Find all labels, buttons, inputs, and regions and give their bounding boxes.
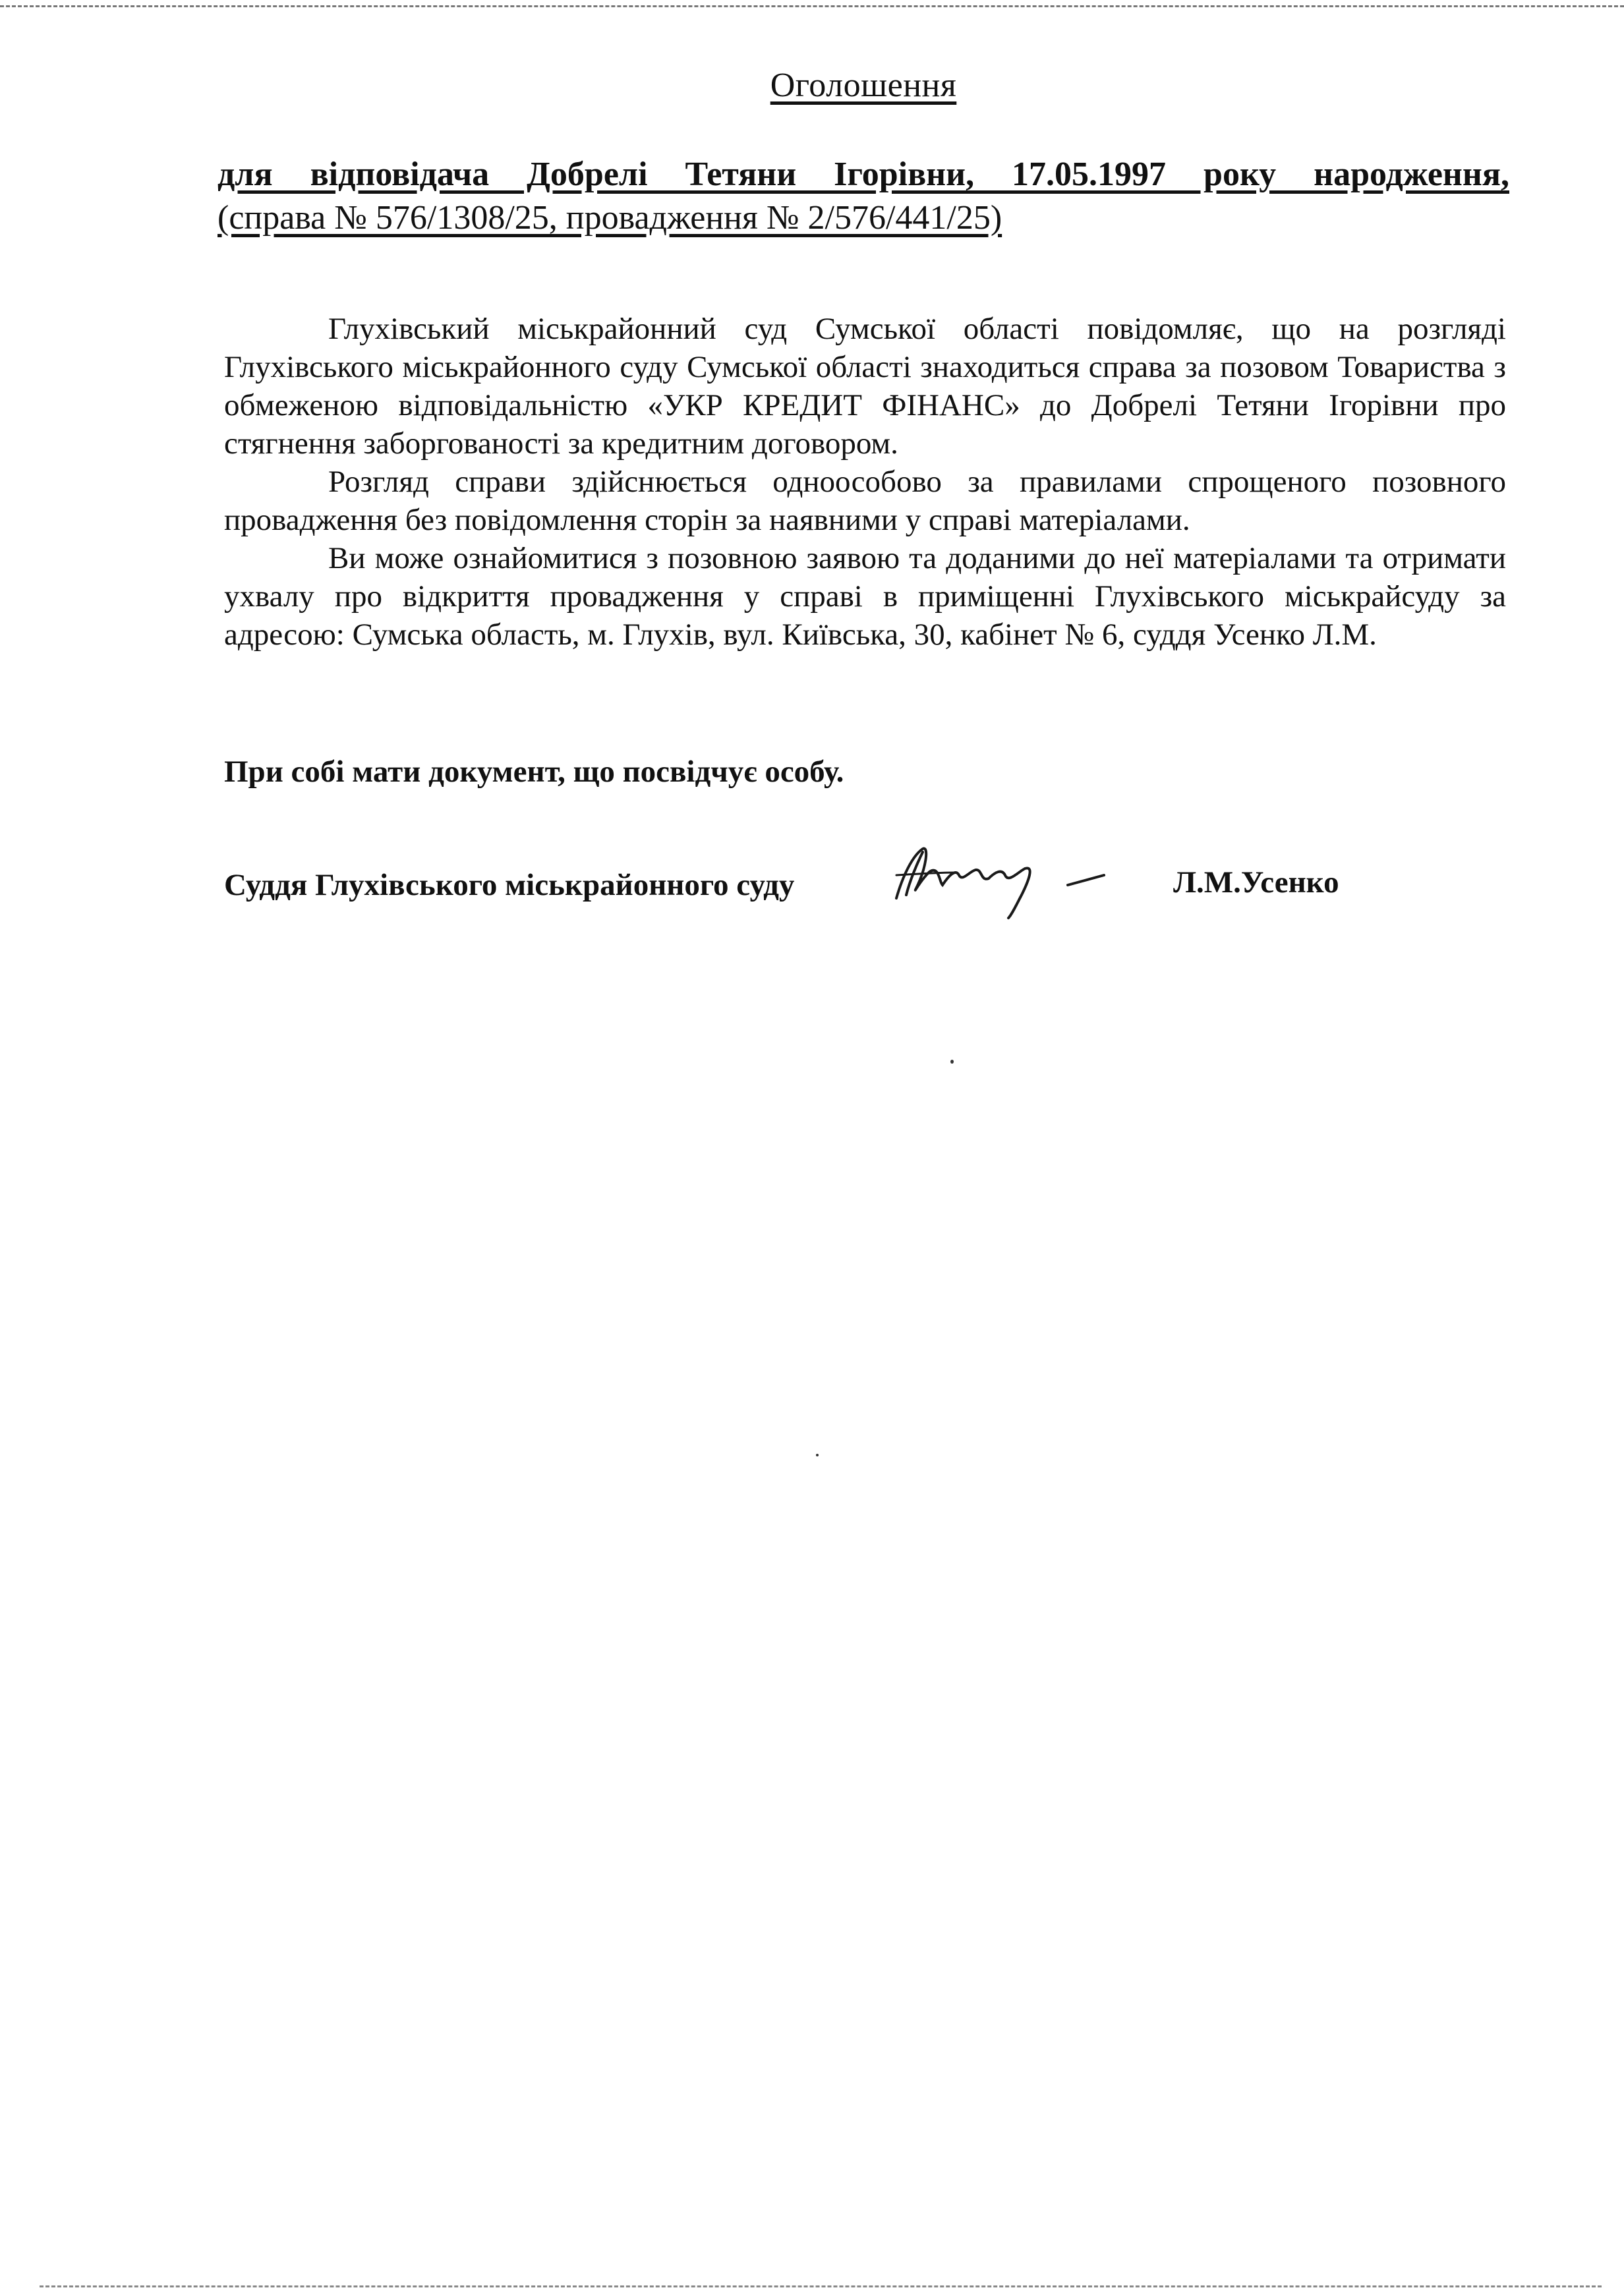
judge-title: Суддя Глухівського міськрайонного суду [224,868,795,902]
scan-border-top [0,5,1624,7]
handwritten-signature [877,836,1140,921]
respondent-block [218,153,1509,240]
respondent-name-line: для відповідача Добрелі Тетяни Ігорівни, 17.05.1997 року народження, [218,156,1509,193]
announcement-body [224,310,1506,654]
scan-speck [816,1454,819,1456]
case-number-line: (справа № 576/1308/25, провадження № 2/576/441/25) [218,199,1002,237]
scan-speck [950,1060,954,1064]
scan-border-bottom [40,2285,1602,2287]
paragraph: Розгляд справи здійснюється одноособово за правилами спрощеного позовного провадження без повідомлення сторін за наявними у справі матеріалами. [224,465,1506,537]
paragraph: Ви може ознайомитися з позовною заявою та доданими до неї матеріалами та отримати ухвалу про відкриття провадження у справі в приміщенні Глухівського міськрайсуду за адресою: Сумська область, м. Глухів, вул. Київська, 30, кабінет № 6, суддя Усенко Л.М. [224,541,1506,652]
document-heading: Оголошення [770,67,957,104]
judge-name: Л.М.Усенко [1173,865,1339,900]
signature-row [224,867,1410,960]
id-document-note: При собі мати документ, що посвідчує особу. [224,755,844,789]
paragraph: Глухівський міськрайонний суд Сумської області повідомляє, що на розгляді Глухівського міськрайонного суду Сумської області знаходиться справа за позовом Товариства з обмеженою відповідальністю «УКР КРЕДИТ ФІНАНС» до Добрелі Тетяни Ігорівни про стягнення заборгованості за кредитним договором. [224,312,1506,461]
